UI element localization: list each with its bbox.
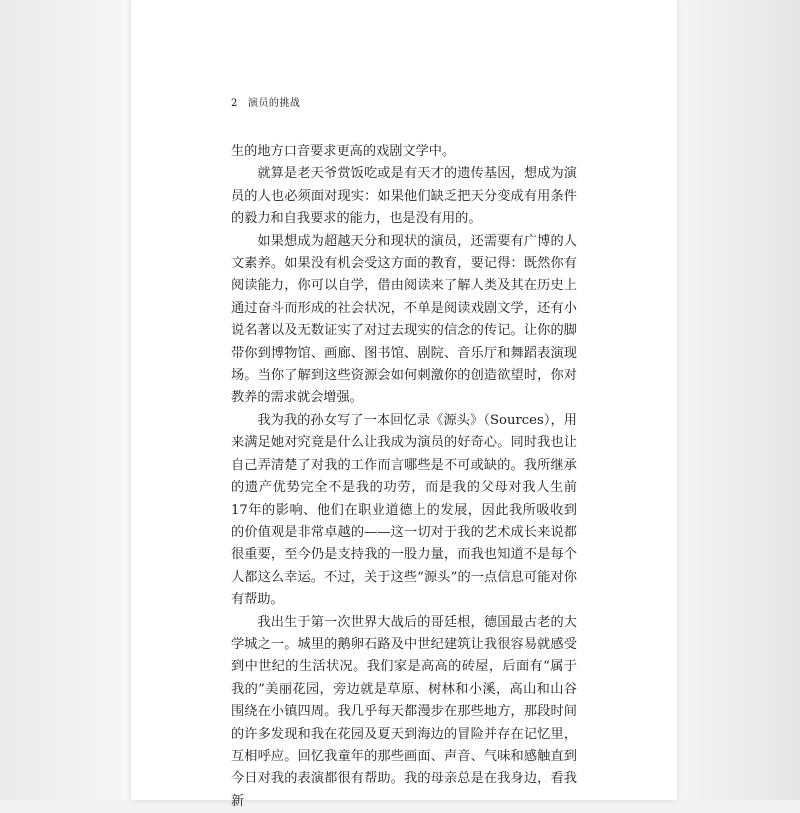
paragraph: 我出生于第一次世界大战后的哥廷根，德国最古老的大学城之一。城里的鹅卵石路及中世纪建筑让我很容易就感受到中世纪的生活状况。我们家是高高的砖屋，后面有“属于我的”美丽花园，旁边就是草原、树林和小溪，高山和山谷围绕在小镇四周。我几乎每天都漫步在那些地方，那段时间的许多发现和我在花园及夏天到海边的冒险并存在记忆里，互相呼应。回忆我童年的那些画面、声音、气味和感触直到今日对我的表演都很有帮助。我的母亲总是在我身边，看我新 bbox=[231, 614, 577, 809]
paragraph: 我为我的孙女写了一本回忆录《源头》（Sources），用来满足她对究竟是什么让我成为演员的好奇心。同时我也让自己弄清楚了对我的工作而言哪些是不可或缺的。我所继承的遗产优势完全不是我的功劳，而是我的父母对我人生前17年的影响、他们在职业道德上的发展，因此我所吸收到的价值观是非常卓越的——这一切对于我的艺术成长来说都很重要，至今仍是支持我的一股力量，而我也知道不是每个人都这么幸运。不过，关于这些“源头”的一点信息可能对你有帮助。 bbox=[231, 412, 577, 608]
paragraph: 就算是老天爷赏饭吃或是有天才的遗传基因，想成为演员的人也必须面对现实：如果他们缺乏把天分变成有用条件的毅力和自我要求的能力，也是没有用的。 bbox=[231, 166, 577, 227]
paragraph: 如果想成为超越天分和现状的演员，还需要有广博的人文素养。如果没有机会受这方面的教育，要记得：既然你有阅读能力，你可以自学，借由阅读来了解人类及其在历史上通过奋斗而形成的社会状况，不单是阅读戏剧文学，还有小说名著以及无数证实了对过去现实的信念的传记。让你的脚带你到博物馆、画廊、图书馆、剧院、音乐厅和舞蹈表演现场。当你了解到这些资源会如何刺激你的创造欲望时，你对教养的需求就会增强。 bbox=[231, 233, 577, 406]
body-text bbox=[231, 141, 577, 813]
book-page bbox=[131, 0, 677, 809]
page-number: 2 bbox=[231, 98, 238, 109]
running-head bbox=[231, 94, 300, 109]
chapter-title: 演员的挑战 bbox=[247, 98, 301, 109]
paragraph-continued: 生的地方口音要求更高的戏剧文学中。 bbox=[231, 144, 456, 159]
